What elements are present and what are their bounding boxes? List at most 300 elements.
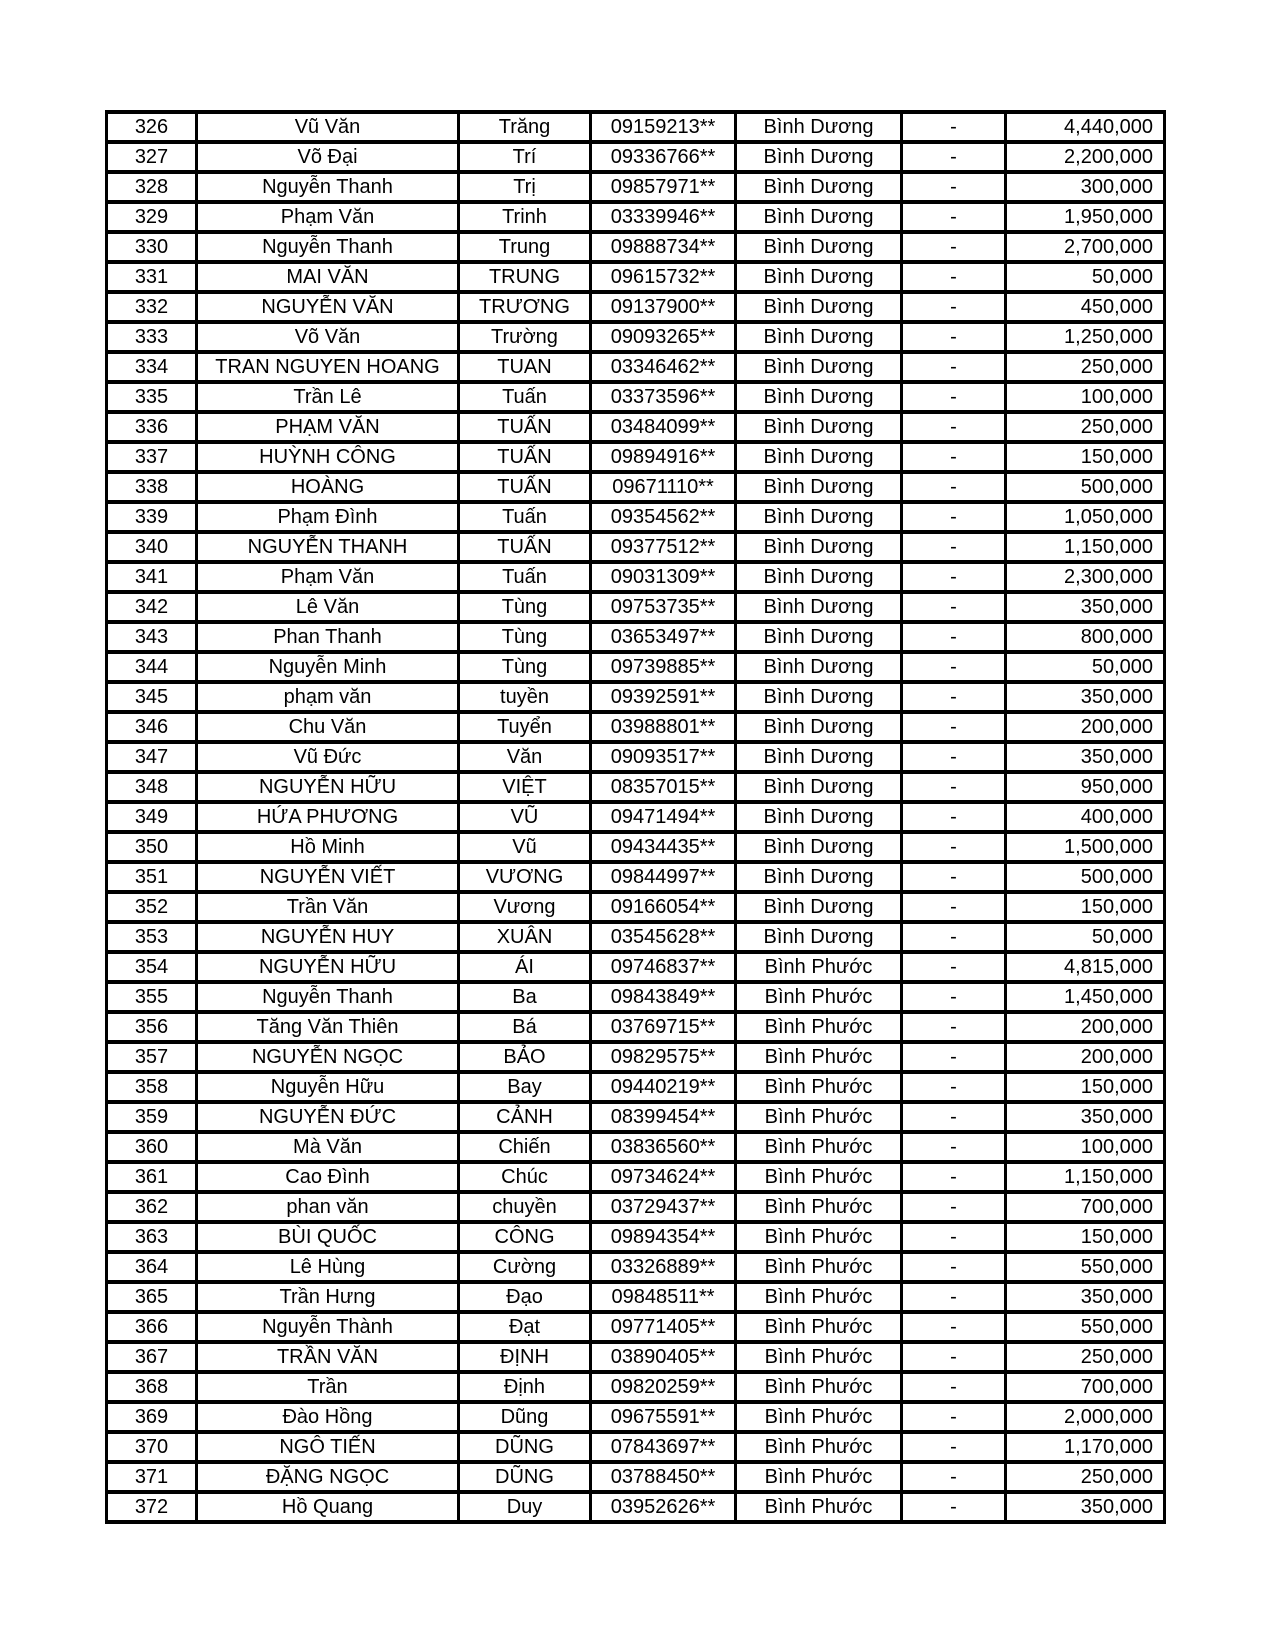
masked-phone-cell: 09843849** [591, 982, 736, 1012]
dash-cell: - [902, 922, 1006, 952]
masked-phone-cell: 03346462** [591, 352, 736, 382]
last-name-cell: Chúc [459, 1162, 591, 1192]
table-row [107, 652, 1165, 682]
table-row [107, 772, 1165, 802]
province-cell: Bình Phước [736, 1282, 902, 1312]
first-middle-name-cell: NGUYỄN HỮU [197, 952, 459, 982]
dash-cell: - [902, 682, 1006, 712]
table-row [107, 1492, 1165, 1522]
first-middle-name-cell: NGÔ TIẾN [197, 1432, 459, 1462]
table-row [107, 1462, 1165, 1492]
table-row [107, 1432, 1165, 1462]
dash-cell: - [902, 472, 1006, 502]
first-middle-name-cell: Nguyễn Thanh [197, 982, 459, 1012]
province-cell: Bình Dương [736, 892, 902, 922]
masked-phone-cell: 09377512** [591, 532, 736, 562]
dash-cell: - [902, 652, 1006, 682]
province-cell: Bình Dương [736, 532, 902, 562]
row-index-cell: 338 [107, 472, 197, 502]
first-middle-name-cell: MAI VĂN [197, 262, 459, 292]
province-cell: Bình Dương [736, 922, 902, 952]
row-index-cell: 358 [107, 1072, 197, 1102]
amount-cell: 1,450,000 [1006, 982, 1165, 1012]
first-middle-name-cell: NGUYỄN VIẾT [197, 862, 459, 892]
table-row [107, 412, 1165, 442]
first-middle-name-cell: NGUYỄN VĂN [197, 292, 459, 322]
first-middle-name-cell: NGUYỄN THANH [197, 532, 459, 562]
row-index-cell: 351 [107, 862, 197, 892]
amount-cell: 4,440,000 [1006, 112, 1165, 142]
dash-cell: - [902, 1222, 1006, 1252]
dash-cell: - [902, 172, 1006, 202]
masked-phone-cell: 09848511** [591, 1282, 736, 1312]
row-index-cell: 339 [107, 502, 197, 532]
amount-cell: 2,300,000 [1006, 562, 1165, 592]
amount-cell: 450,000 [1006, 292, 1165, 322]
first-middle-name-cell: PHẠM VĂN [197, 412, 459, 442]
last-name-cell: Tuyển [459, 712, 591, 742]
masked-phone-cell: 09888734** [591, 232, 736, 262]
masked-phone-cell: 09844997** [591, 862, 736, 892]
dash-cell: - [902, 562, 1006, 592]
row-index-cell: 352 [107, 892, 197, 922]
dash-cell: - [902, 322, 1006, 352]
province-cell: Bình Phước [736, 1372, 902, 1402]
first-middle-name-cell: Võ Đại [197, 142, 459, 172]
first-middle-name-cell: Trần Văn [197, 892, 459, 922]
first-middle-name-cell: Nguyễn Thành [197, 1312, 459, 1342]
donor-table-body [107, 112, 1165, 1522]
dash-cell: - [902, 1312, 1006, 1342]
last-name-cell: Đạo [459, 1282, 591, 1312]
dash-cell: - [902, 832, 1006, 862]
province-cell: Bình Phước [736, 1432, 902, 1462]
last-name-cell: CẢNH [459, 1102, 591, 1132]
last-name-cell: VIỆT [459, 772, 591, 802]
amount-cell: 200,000 [1006, 712, 1165, 742]
amount-cell: 200,000 [1006, 1042, 1165, 1072]
row-index-cell: 344 [107, 652, 197, 682]
row-index-cell: 330 [107, 232, 197, 262]
row-index-cell: 345 [107, 682, 197, 712]
table-row [107, 892, 1165, 922]
amount-cell: 150,000 [1006, 1222, 1165, 1252]
first-middle-name-cell: Nguyễn Minh [197, 652, 459, 682]
first-middle-name-cell: phạm văn [197, 682, 459, 712]
table-row [107, 742, 1165, 772]
province-cell: Bình Phước [736, 1222, 902, 1252]
dash-cell: - [902, 1432, 1006, 1462]
amount-cell: 150,000 [1006, 442, 1165, 472]
first-middle-name-cell: Cao Đình [197, 1162, 459, 1192]
masked-phone-cell: 09336766** [591, 142, 736, 172]
province-cell: Bình Dương [736, 142, 902, 172]
province-cell: Bình Phước [736, 1192, 902, 1222]
first-middle-name-cell: NGUYỄN ĐỨC [197, 1102, 459, 1132]
masked-phone-cell: 08399454** [591, 1102, 736, 1132]
province-cell: Bình Phước [736, 1102, 902, 1132]
masked-phone-cell: 09857971** [591, 172, 736, 202]
masked-phone-cell: 09166054** [591, 892, 736, 922]
dash-cell: - [902, 982, 1006, 1012]
table-row [107, 232, 1165, 262]
province-cell: Bình Dương [736, 862, 902, 892]
amount-cell: 150,000 [1006, 892, 1165, 922]
province-cell: Bình Phước [736, 982, 902, 1012]
amount-cell: 50,000 [1006, 262, 1165, 292]
table-row [107, 1132, 1165, 1162]
masked-phone-cell: 03326889** [591, 1252, 736, 1282]
amount-cell: 300,000 [1006, 172, 1165, 202]
first-middle-name-cell: TRAN NGUYEN HOANG [197, 352, 459, 382]
row-index-cell: 331 [107, 262, 197, 292]
table-row [107, 1252, 1165, 1282]
province-cell: Bình Dương [736, 802, 902, 832]
row-index-cell: 336 [107, 412, 197, 442]
masked-phone-cell: 08357015** [591, 772, 736, 802]
row-index-cell: 332 [107, 292, 197, 322]
last-name-cell: Trung [459, 232, 591, 262]
dash-cell: - [902, 1102, 1006, 1132]
row-index-cell: 340 [107, 532, 197, 562]
amount-cell: 2,700,000 [1006, 232, 1165, 262]
last-name-cell: Văn [459, 742, 591, 772]
dash-cell: - [902, 442, 1006, 472]
last-name-cell: ÁI [459, 952, 591, 982]
last-name-cell: XUÂN [459, 922, 591, 952]
row-index-cell: 355 [107, 982, 197, 1012]
table-row [107, 322, 1165, 352]
first-middle-name-cell: ĐẶNG NGỌC [197, 1462, 459, 1492]
province-cell: Bình Phước [736, 1462, 902, 1492]
amount-cell: 700,000 [1006, 1372, 1165, 1402]
table-row [107, 802, 1165, 832]
row-index-cell: 362 [107, 1192, 197, 1222]
amount-cell: 250,000 [1006, 1462, 1165, 1492]
masked-phone-cell: 03836560** [591, 1132, 736, 1162]
dash-cell: - [902, 1012, 1006, 1042]
table-row [107, 172, 1165, 202]
amount-cell: 250,000 [1006, 1342, 1165, 1372]
table-row [107, 1402, 1165, 1432]
row-index-cell: 328 [107, 172, 197, 202]
last-name-cell: DŨNG [459, 1432, 591, 1462]
table-row [107, 1282, 1165, 1312]
last-name-cell: Tùng [459, 622, 591, 652]
table-row [107, 502, 1165, 532]
masked-phone-cell: 09675591** [591, 1402, 736, 1432]
table-row [107, 922, 1165, 952]
first-middle-name-cell: Trần [197, 1372, 459, 1402]
dash-cell: - [902, 292, 1006, 322]
dash-cell: - [902, 232, 1006, 262]
dash-cell: - [902, 742, 1006, 772]
last-name-cell: VƯƠNG [459, 862, 591, 892]
first-middle-name-cell: Vũ Văn [197, 112, 459, 142]
masked-phone-cell: 09820259** [591, 1372, 736, 1402]
last-name-cell: Tuấn [459, 502, 591, 532]
dash-cell: - [902, 1162, 1006, 1192]
first-middle-name-cell: TRẦN VĂN [197, 1342, 459, 1372]
dash-cell: - [902, 262, 1006, 292]
first-middle-name-cell: NGUYỄN HUY [197, 922, 459, 952]
masked-phone-cell: 03988801** [591, 712, 736, 742]
amount-cell: 350,000 [1006, 742, 1165, 772]
row-index-cell: 337 [107, 442, 197, 472]
amount-cell: 550,000 [1006, 1312, 1165, 1342]
last-name-cell: TUAN [459, 352, 591, 382]
masked-phone-cell: 09829575** [591, 1042, 736, 1072]
last-name-cell: Trăng [459, 112, 591, 142]
row-index-cell: 365 [107, 1282, 197, 1312]
last-name-cell: Trị [459, 172, 591, 202]
amount-cell: 2,000,000 [1006, 1402, 1165, 1432]
last-name-cell: CÔNG [459, 1222, 591, 1252]
first-middle-name-cell: Trần Lê [197, 382, 459, 412]
donor-table [105, 110, 1166, 1524]
first-middle-name-cell: Phạm Văn [197, 202, 459, 232]
last-name-cell: DŨNG [459, 1462, 591, 1492]
dash-cell: - [902, 112, 1006, 142]
masked-phone-cell: 09159213** [591, 112, 736, 142]
amount-cell: 2,200,000 [1006, 142, 1165, 172]
dash-cell: - [902, 532, 1006, 562]
last-name-cell: Đạt [459, 1312, 591, 1342]
amount-cell: 500,000 [1006, 472, 1165, 502]
dash-cell: - [902, 952, 1006, 982]
dash-cell: - [902, 412, 1006, 442]
province-cell: Bình Dương [736, 502, 902, 532]
first-middle-name-cell: Nguyễn Hữu [197, 1072, 459, 1102]
masked-phone-cell: 03729437** [591, 1192, 736, 1222]
dash-cell: - [902, 1342, 1006, 1372]
table-row [107, 202, 1165, 232]
first-middle-name-cell: NGUYỄN HỮU [197, 772, 459, 802]
dash-cell: - [902, 1372, 1006, 1402]
row-index-cell: 349 [107, 802, 197, 832]
masked-phone-cell: 09434435** [591, 832, 736, 862]
masked-phone-cell: 03769715** [591, 1012, 736, 1042]
masked-phone-cell: 09734624** [591, 1162, 736, 1192]
first-middle-name-cell: HỨA PHƯƠNG [197, 802, 459, 832]
last-name-cell: Vũ [459, 832, 591, 862]
table-row [107, 142, 1165, 172]
dash-cell: - [902, 1072, 1006, 1102]
amount-cell: 250,000 [1006, 412, 1165, 442]
province-cell: Bình Dương [736, 322, 902, 352]
table-row [107, 1012, 1165, 1042]
masked-phone-cell: 07843697** [591, 1432, 736, 1462]
last-name-cell: Vương [459, 892, 591, 922]
masked-phone-cell: 03373596** [591, 382, 736, 412]
row-index-cell: 368 [107, 1372, 197, 1402]
province-cell: Bình Dương [736, 262, 902, 292]
masked-phone-cell: 03484099** [591, 412, 736, 442]
first-middle-name-cell: phan văn [197, 1192, 459, 1222]
last-name-cell: tuyền [459, 682, 591, 712]
last-name-cell: Trường [459, 322, 591, 352]
masked-phone-cell: 09771405** [591, 1312, 736, 1342]
last-name-cell: chuyền [459, 1192, 591, 1222]
masked-phone-cell: 09753735** [591, 592, 736, 622]
first-middle-name-cell: NGUYỄN NGỌC [197, 1042, 459, 1072]
row-index-cell: 348 [107, 772, 197, 802]
row-index-cell: 361 [107, 1162, 197, 1192]
row-index-cell: 366 [107, 1312, 197, 1342]
amount-cell: 400,000 [1006, 802, 1165, 832]
first-middle-name-cell: Trần Hưng [197, 1282, 459, 1312]
dash-cell: - [902, 862, 1006, 892]
amount-cell: 100,000 [1006, 1132, 1165, 1162]
last-name-cell: TUẤN [459, 472, 591, 502]
province-cell: Bình Dương [736, 832, 902, 862]
dash-cell: - [902, 502, 1006, 532]
first-middle-name-cell: Mà Văn [197, 1132, 459, 1162]
province-cell: Bình Dương [736, 712, 902, 742]
amount-cell: 100,000 [1006, 382, 1165, 412]
amount-cell: 1,250,000 [1006, 322, 1165, 352]
last-name-cell: Trí [459, 142, 591, 172]
first-middle-name-cell: HOÀNG [197, 472, 459, 502]
masked-phone-cell: 09894916** [591, 442, 736, 472]
first-middle-name-cell: Hồ Minh [197, 832, 459, 862]
masked-phone-cell: 09093517** [591, 742, 736, 772]
table-row [107, 442, 1165, 472]
table-row [107, 832, 1165, 862]
first-middle-name-cell: Đào Hồng [197, 1402, 459, 1432]
dash-cell: - [902, 1492, 1006, 1522]
masked-phone-cell: 03788450** [591, 1462, 736, 1492]
first-middle-name-cell: Phạm Đình [197, 502, 459, 532]
last-name-cell: TRUNG [459, 262, 591, 292]
masked-phone-cell: 09739885** [591, 652, 736, 682]
last-name-cell: Tùng [459, 592, 591, 622]
row-index-cell: 335 [107, 382, 197, 412]
masked-phone-cell: 03339946** [591, 202, 736, 232]
last-name-cell: TUẤN [459, 412, 591, 442]
row-index-cell: 343 [107, 622, 197, 652]
province-cell: Bình Phước [736, 1342, 902, 1372]
province-cell: Bình Dương [736, 202, 902, 232]
row-index-cell: 357 [107, 1042, 197, 1072]
first-middle-name-cell: Hồ Quang [197, 1492, 459, 1522]
table-row [107, 1192, 1165, 1222]
row-index-cell: 333 [107, 322, 197, 352]
dash-cell: - [902, 352, 1006, 382]
first-middle-name-cell: Phạm Văn [197, 562, 459, 592]
first-middle-name-cell: BÙI QUỐC [197, 1222, 459, 1252]
row-index-cell: 326 [107, 112, 197, 142]
row-index-cell: 327 [107, 142, 197, 172]
row-index-cell: 370 [107, 1432, 197, 1462]
province-cell: Bình Dương [736, 352, 902, 382]
table-row [107, 532, 1165, 562]
row-index-cell: 334 [107, 352, 197, 382]
province-cell: Bình Dương [736, 772, 902, 802]
dash-cell: - [902, 712, 1006, 742]
province-cell: Bình Phước [736, 1042, 902, 1072]
table-row [107, 1312, 1165, 1342]
last-name-cell: VŨ [459, 802, 591, 832]
table-row [107, 1042, 1165, 1072]
dash-cell: - [902, 382, 1006, 412]
row-index-cell: 347 [107, 742, 197, 772]
table-row [107, 1222, 1165, 1252]
table-row [107, 952, 1165, 982]
masked-phone-cell: 09392591** [591, 682, 736, 712]
row-index-cell: 372 [107, 1492, 197, 1522]
row-index-cell: 353 [107, 922, 197, 952]
amount-cell: 550,000 [1006, 1252, 1165, 1282]
table-row [107, 262, 1165, 292]
table-row [107, 382, 1165, 412]
province-cell: Bình Dương [736, 472, 902, 502]
row-index-cell: 354 [107, 952, 197, 982]
table-row [107, 292, 1165, 322]
amount-cell: 50,000 [1006, 652, 1165, 682]
dash-cell: - [902, 622, 1006, 652]
amount-cell: 150,000 [1006, 1072, 1165, 1102]
province-cell: Bình Phước [736, 1252, 902, 1282]
masked-phone-cell: 03653497** [591, 622, 736, 652]
first-middle-name-cell: Chu Văn [197, 712, 459, 742]
province-cell: Bình Phước [736, 1492, 902, 1522]
province-cell: Bình Dương [736, 172, 902, 202]
table-row [107, 592, 1165, 622]
amount-cell: 200,000 [1006, 1012, 1165, 1042]
row-index-cell: 342 [107, 592, 197, 622]
first-middle-name-cell: Phan Thanh [197, 622, 459, 652]
dash-cell: - [902, 1402, 1006, 1432]
masked-phone-cell: 03890405** [591, 1342, 736, 1372]
dash-cell: - [902, 772, 1006, 802]
amount-cell: 500,000 [1006, 862, 1165, 892]
amount-cell: 350,000 [1006, 1282, 1165, 1312]
last-name-cell: BẢO [459, 1042, 591, 1072]
province-cell: Bình Dương [736, 412, 902, 442]
last-name-cell: TUẤN [459, 442, 591, 472]
table-row [107, 1102, 1165, 1132]
last-name-cell: TUẤN [459, 532, 591, 562]
amount-cell: 1,050,000 [1006, 502, 1165, 532]
province-cell: Bình Phước [736, 952, 902, 982]
table-row [107, 1072, 1165, 1102]
masked-phone-cell: 09615732** [591, 262, 736, 292]
first-middle-name-cell: Lê Hùng [197, 1252, 459, 1282]
table-row [107, 712, 1165, 742]
table-row [107, 682, 1165, 712]
masked-phone-cell: 09440219** [591, 1072, 736, 1102]
province-cell: Bình Dương [736, 682, 902, 712]
table-row [107, 1162, 1165, 1192]
table-row [107, 982, 1165, 1012]
last-name-cell: Bay [459, 1072, 591, 1102]
last-name-cell: Trinh [459, 202, 591, 232]
province-cell: Bình Phước [736, 1402, 902, 1432]
amount-cell: 50,000 [1006, 922, 1165, 952]
dash-cell: - [902, 142, 1006, 172]
amount-cell: 1,170,000 [1006, 1432, 1165, 1462]
table-row [107, 352, 1165, 382]
dash-cell: - [902, 1462, 1006, 1492]
row-index-cell: 329 [107, 202, 197, 232]
province-cell: Bình Dương [736, 292, 902, 322]
row-index-cell: 359 [107, 1102, 197, 1132]
province-cell: Bình Dương [736, 622, 902, 652]
masked-phone-cell: 09031309** [591, 562, 736, 592]
masked-phone-cell: 09746837** [591, 952, 736, 982]
province-cell: Bình Phước [736, 1132, 902, 1162]
